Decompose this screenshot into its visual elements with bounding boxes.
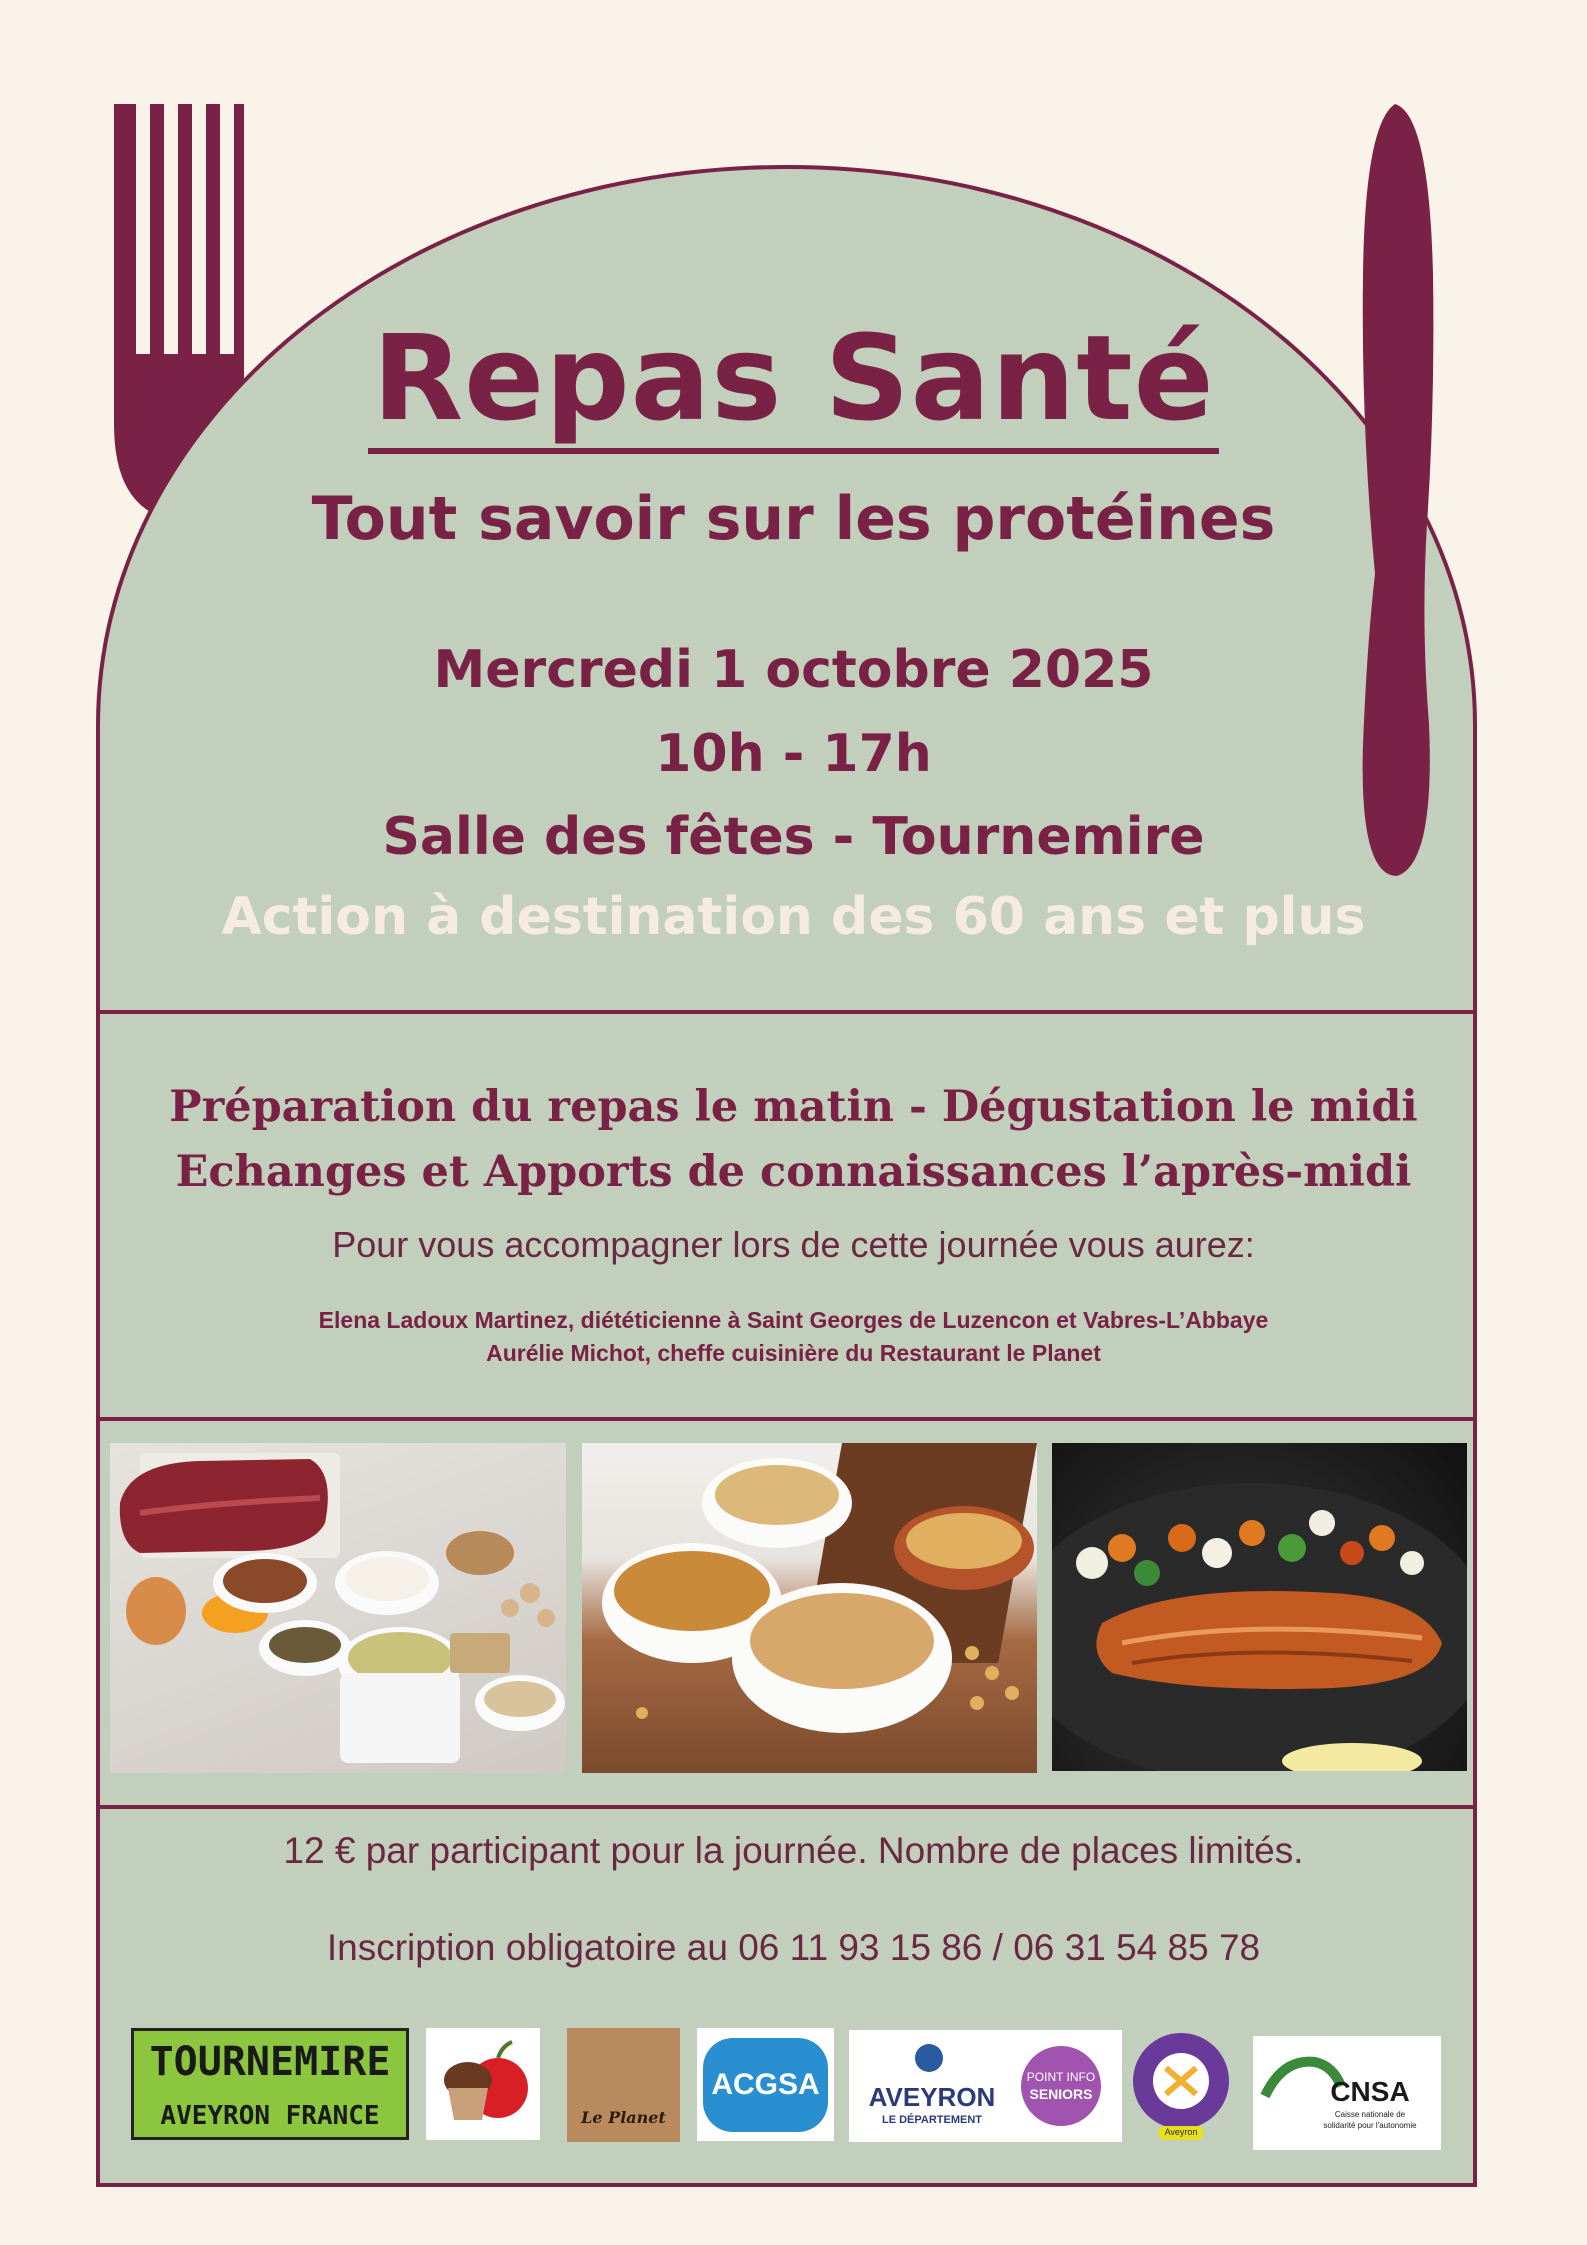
apple-muffin-icon bbox=[426, 2028, 540, 2140]
subtitle: Tout savoir sur les protéines bbox=[311, 484, 1276, 554]
expert-1: Elena Ladoux Martinez, diététicienne à Saint Georges de Luzencon et Vabres-L’Abbaye bbox=[318, 1307, 1269, 1333]
logo-acgsa-text: ACGSA bbox=[711, 2068, 820, 2101]
logo-tournemire bbox=[131, 2028, 409, 2140]
logo-apple-muffin bbox=[426, 2028, 540, 2140]
divider-bottom bbox=[100, 1805, 1473, 1809]
logo-conference-tag: Aveyron bbox=[1164, 2127, 1198, 2137]
logo-tournemire-top: TOURNEMIRE bbox=[149, 2039, 391, 2085]
logo-cnsa-text: CNSA bbox=[1330, 2076, 1410, 2107]
photo-salmon-dish-art bbox=[1052, 1443, 1467, 1771]
photo-soy-products bbox=[582, 1443, 1037, 1773]
program-intro: Pour vous accompagner lors de cette journée vous aurez: bbox=[332, 1224, 1255, 1265]
event-hours: 10h - 17h bbox=[655, 724, 932, 784]
logo-aveyron-text: AVEYRON bbox=[868, 2082, 996, 2112]
logo-le-planet-text: Le Planet bbox=[581, 2108, 666, 2127]
program-line-2: Echanges et Apports de connaissances l’après-midi bbox=[175, 1147, 1412, 1197]
logo-cnsa-sub2: solidarité pour l'autonomie bbox=[1323, 2121, 1417, 2130]
price-info: 12 € par participant pour la journée. Nombre de places limités. bbox=[283, 1830, 1304, 1871]
logo-acgsa bbox=[697, 2028, 834, 2141]
photo-proteins-meat-grains bbox=[110, 1443, 566, 1773]
conference-financeurs-icon bbox=[1128, 2028, 1234, 2142]
logo-cnsa-sub1: Caisse nationale de bbox=[1334, 2110, 1406, 2119]
program-line-1: Préparation du repas le matin - Dégustation le midi bbox=[169, 1082, 1418, 1132]
logo-aveyron-pis bbox=[849, 2030, 1122, 2142]
photo-proteins-meat-grains-art bbox=[110, 1443, 566, 1773]
registration-info: Inscription obligatoire au 06 11 93 15 86 / 06 31 54 85 78 bbox=[326, 1927, 1261, 1968]
logo-cnsa bbox=[1253, 2036, 1441, 2150]
page-title: Repas Santé bbox=[368, 308, 1218, 454]
title-wrapper bbox=[0, 308, 1587, 454]
target-audience: Action à destination des 60 ans et plus bbox=[221, 887, 1366, 947]
logo-tournemire-bottom: AVEYRON FRANCE bbox=[160, 2101, 380, 2131]
event-date: Mercredi 1 octobre 2025 bbox=[433, 640, 1154, 700]
logo-conference-financeurs bbox=[1128, 2028, 1234, 2142]
divider-middle bbox=[100, 1417, 1473, 1421]
photo-soy-products-art bbox=[582, 1443, 1037, 1773]
logo-pis-line2: SENIORS bbox=[1029, 2086, 1093, 2102]
logo-pis-line1: POINT INFO bbox=[1026, 2070, 1096, 2084]
logo-le-planet bbox=[567, 2028, 680, 2142]
divider-top bbox=[100, 1010, 1473, 1014]
expert-2: Aurélie Michot, cheffe cuisinière du Restaurant le Planet bbox=[486, 1340, 1101, 1366]
event-place: Salle des fêtes - Tournemire bbox=[382, 807, 1205, 867]
photo-salmon-dish bbox=[1052, 1443, 1467, 1771]
logo-aveyron-sub: LE DÉPARTEMENT bbox=[881, 2114, 983, 2126]
